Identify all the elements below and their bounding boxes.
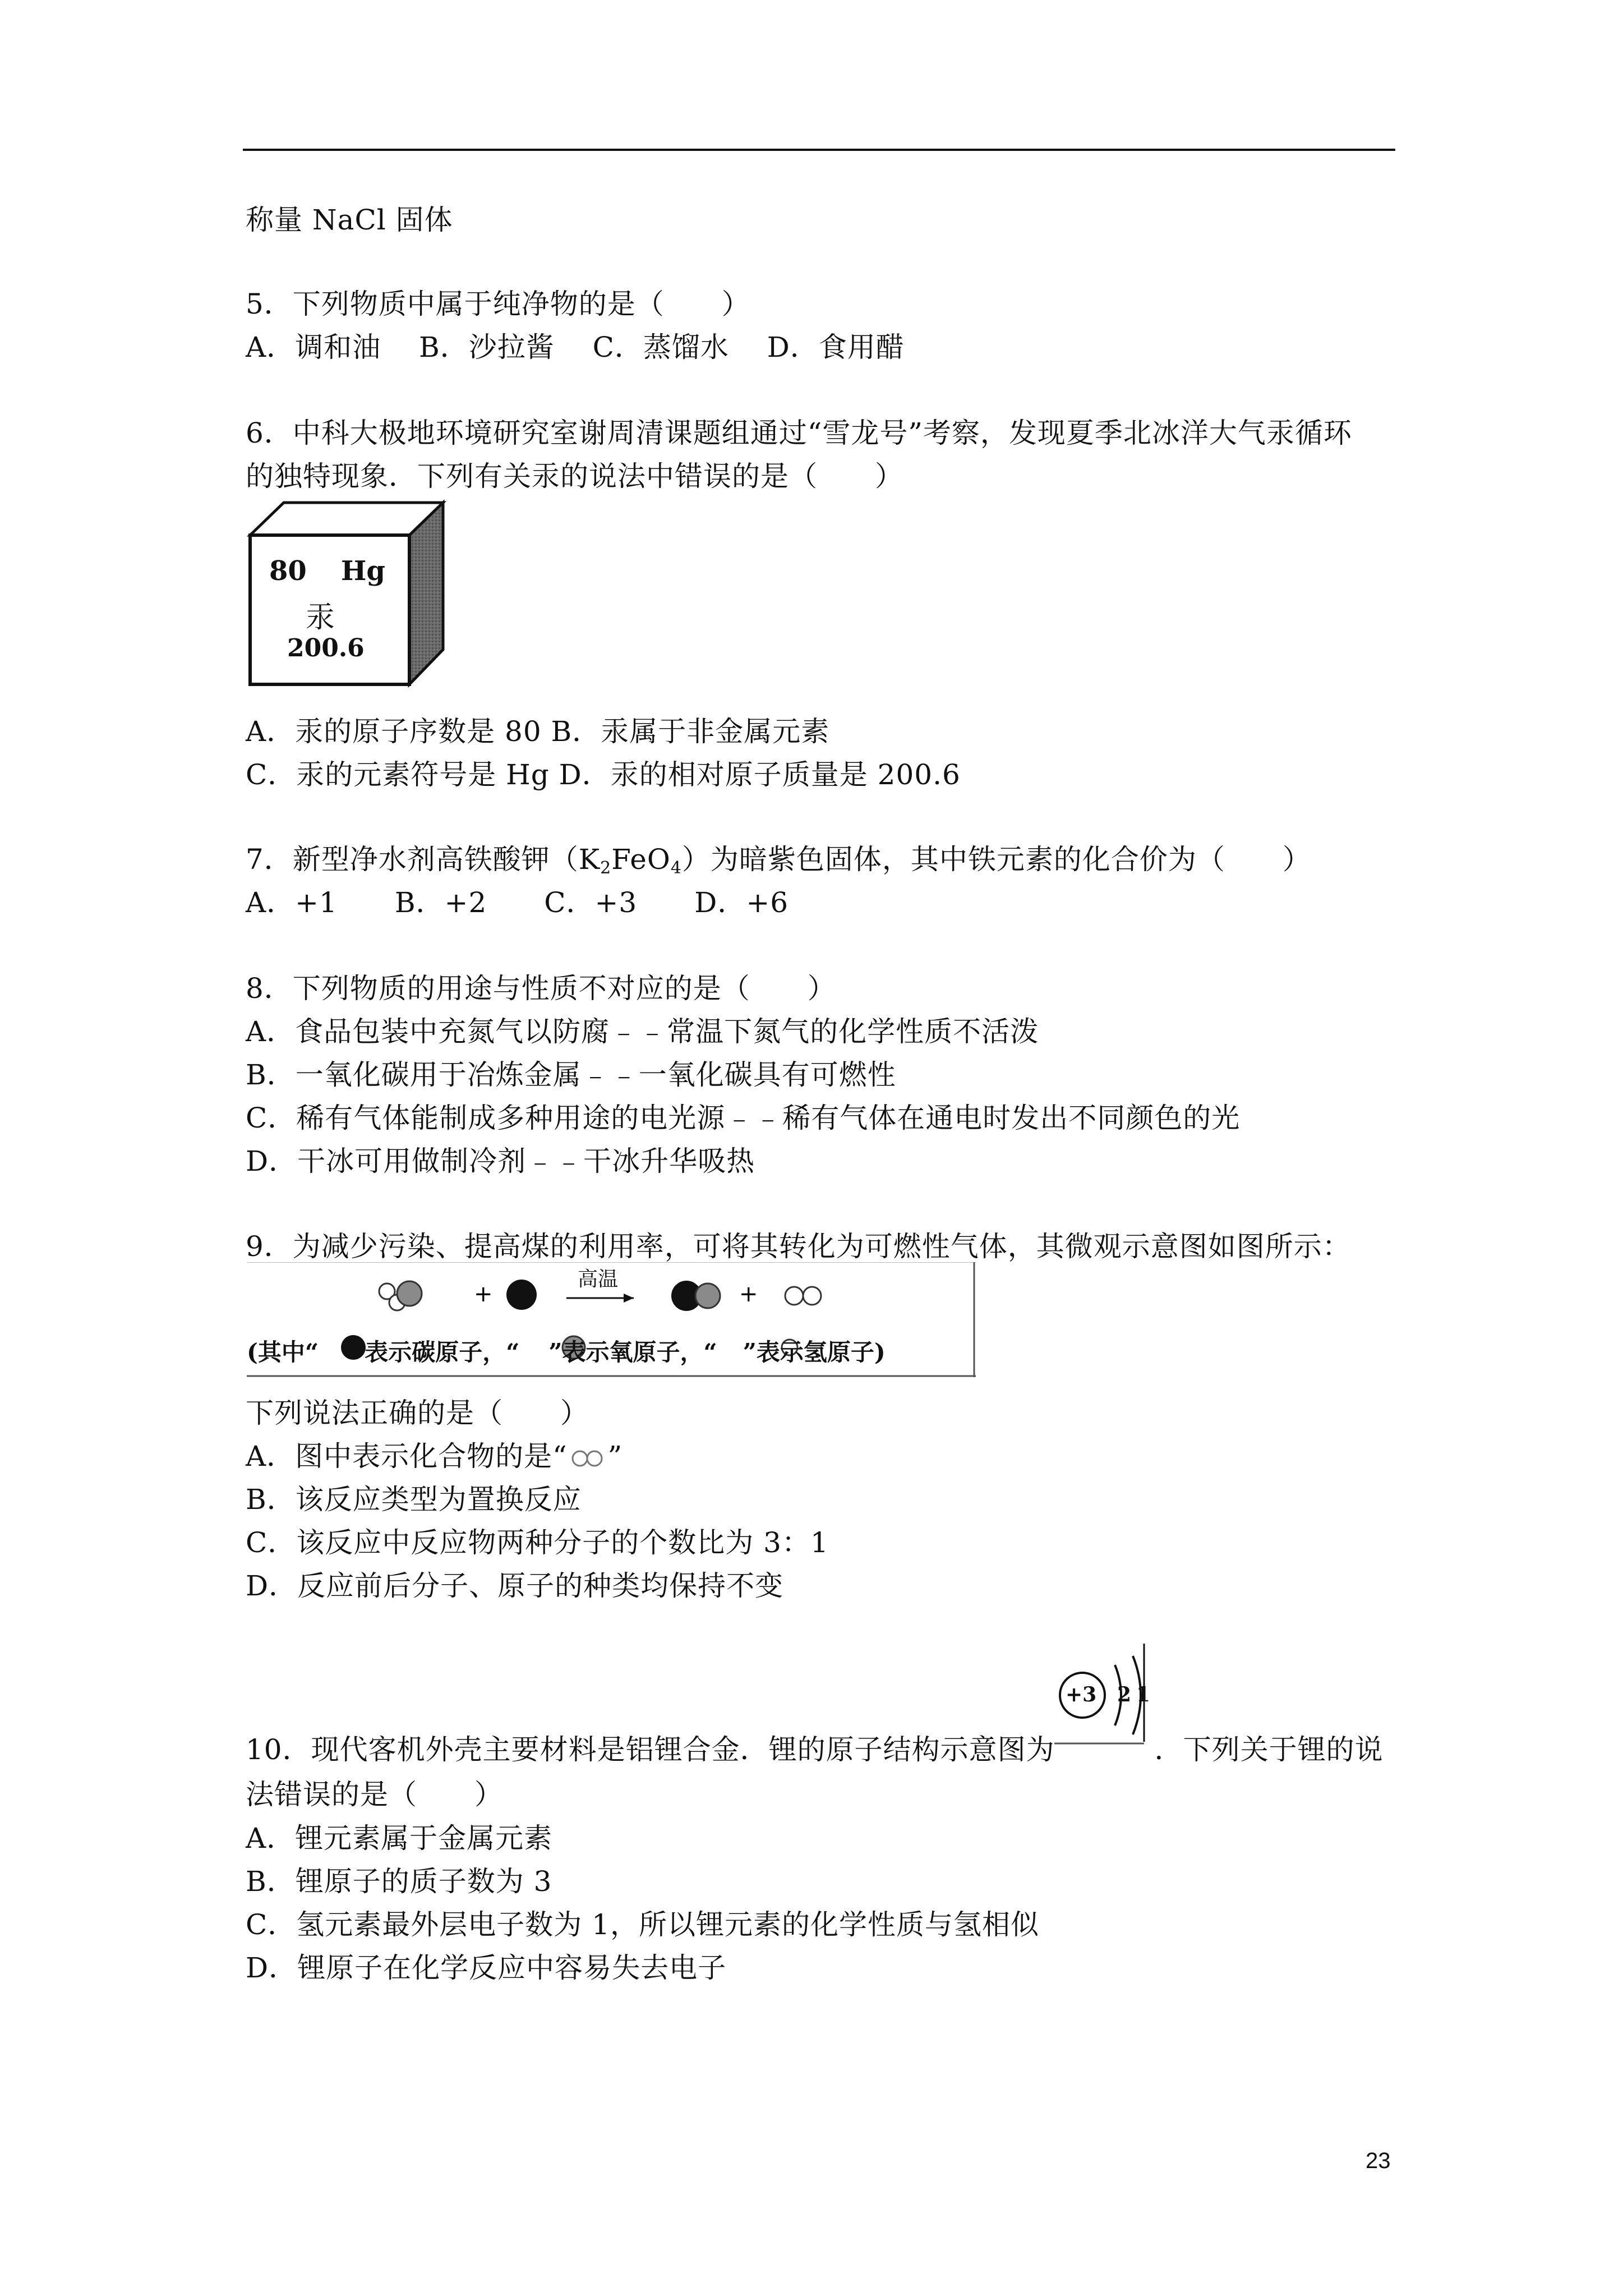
q7-stem <box>246 841 1311 886</box>
hydrogen-molecule-icon <box>568 1447 608 1470</box>
page-number: 23 <box>1366 2148 1391 2173</box>
q6-stem-line2: 的独特现象．下列有关汞的说法中错误的是（ ） <box>246 460 903 493</box>
water-molecule <box>379 1281 422 1310</box>
q7-stem-part: 7．新型净水剂高铁酸钾（K <box>246 843 601 876</box>
reaction-diagram <box>247 1262 976 1377</box>
q8-option-a: A．食品包装中充氮气以防腐﹣﹣常温下氮气的化学性质不活泼 <box>246 1015 1039 1048</box>
q6-options-line1: A．汞的原子序数是 80 B．汞属于非金属元素 <box>246 715 830 748</box>
atomic-mass: 200.6 <box>287 634 365 662</box>
q9-option-a <box>246 1438 623 1474</box>
q6-options-line2: C．汞的元素符号是 Hg D．汞的相对原子质量是 200.6 <box>246 758 961 791</box>
caption-part: ”表示氢原子) <box>743 1338 886 1366</box>
shell2-electrons: 1 <box>1136 1683 1151 1706</box>
subscript: 4 <box>670 858 682 878</box>
caption-part: ”表示氧原子，“ <box>548 1338 717 1366</box>
q5-stem: 5．下列物质中属于纯净物的是（ ） <box>246 288 750 320</box>
atomic-number: 80 <box>269 555 307 587</box>
q8-stem: 8．下列物质的用途与性质不对应的是（ ） <box>246 972 836 1005</box>
mercury-element-card <box>247 499 449 690</box>
hydrogen-molecule <box>785 1287 821 1305</box>
plus-sign: + <box>474 1281 493 1307</box>
q8-option-d: D．干冰可用做制冷剂﹣﹣干冰升华吸热 <box>246 1145 755 1177</box>
q7-options: A．+1 B．+2 C．+3 D．+6 <box>246 886 789 919</box>
q9-sub-stem: 下列说法正确的是（ ） <box>246 1397 589 1429</box>
plus-sign: + <box>739 1281 758 1307</box>
carbon-monoxide-molecule <box>671 1281 720 1311</box>
q7-stem-part: FeO <box>611 843 671 876</box>
shell1-electrons: 2 <box>1117 1683 1132 1706</box>
top-text: 称量 NaCl 固体 <box>246 204 453 236</box>
q9-option-b: B．该反应类型为置换反应 <box>246 1483 582 1516</box>
option-text: ” <box>607 1440 623 1473</box>
stem-part: ．下列关于锂的说 <box>1154 1733 1384 1766</box>
caption-part: ”表示碳原子，“ <box>351 1338 520 1366</box>
element-name: 汞 <box>306 601 335 634</box>
q10-option-d: D．锂原子在化学反应中容易失去电子 <box>246 1952 727 1984</box>
stem-part: 10．现代客机外壳主要材料是铝锂合金．锂的原子结构示意图为 <box>246 1733 1055 1766</box>
q8-option-b: B．一氧化碳用于冶炼金属﹣﹣一氧化碳具有可燃性 <box>246 1059 896 1091</box>
header-rule <box>243 149 1395 151</box>
carbon-atom <box>506 1280 537 1310</box>
q5-options: A．调和油 B．沙拉酱 C．蒸馏水 D．食用醋 <box>246 331 905 364</box>
q9-option-d: D．反应前后分子、原子的种类均保持不变 <box>246 1570 784 1602</box>
option-text: A．图中表示化合物的是“ <box>246 1440 568 1473</box>
caption-part: (其中“ <box>247 1338 319 1366</box>
q8-option-c: C．稀有气体能制成多种用途的电光源﹣﹣稀有气体在通电时发出不同颜色的光 <box>246 1102 1241 1134</box>
q10-option-b: B．锂原子的质子数为 3 <box>246 1865 552 1898</box>
reaction-condition: 高温 <box>578 1268 619 1291</box>
q10-option-a: A．锂元素属于金属元素 <box>246 1822 553 1855</box>
element-symbol: Hg <box>341 555 385 587</box>
q6-stem-line1: 6．中科大极地环境研究室谢周清课题组通过“雪龙号”考察，发现夏季北冰洋大气汞循环 <box>246 417 1352 449</box>
q9-option-c: C．该反应中反应物两种分子的个数比为 3：1 <box>246 1526 829 1559</box>
q10-stem-line2: 法错误的是（ ） <box>246 1778 503 1811</box>
q7-stem-part: ）为暗紫色固体，其中铁元素的化合价为（ ） <box>681 843 1311 876</box>
diagram-caption <box>247 1334 886 1368</box>
nucleus-charge: +3 <box>1066 1683 1097 1706</box>
q10-option-c: C．氢元素最外层电子数为 1，所以锂元素的化学性质与氢相似 <box>246 1908 1039 1941</box>
subscript: 2 <box>600 858 612 878</box>
q9-stem: 9．为减少污染、提高煤的利用率，可将其转化为可燃性气体，其微观示意图如图所示： <box>246 1230 1351 1263</box>
q10-stem-line1 <box>246 1732 1384 1768</box>
